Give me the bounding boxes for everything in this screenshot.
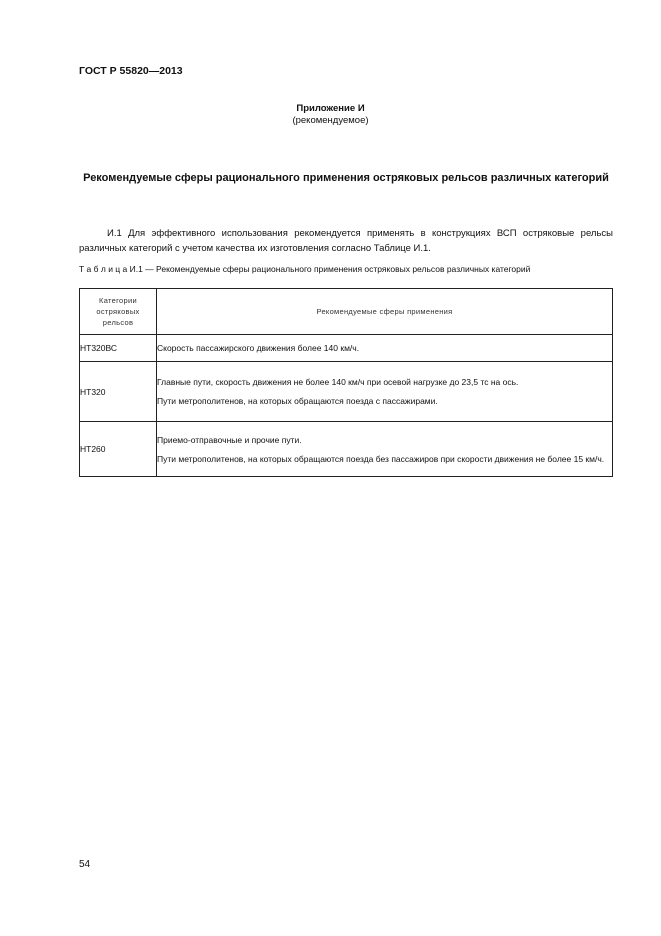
intro-paragraph: И.1 Для эффективного использования рекомендуется применять в конструкциях ВСП остряковые рельсы различных категорий с учетом качества их изготовления согласно Таблице И.1. — [79, 228, 613, 254]
description-line: Пути метрополитенов, на которых обращаются поезда с пассажирами. — [157, 396, 438, 406]
page-number: 54 — [79, 859, 91, 870]
row-category: НТ320 — [80, 362, 157, 422]
table-caption: Т а б л и ц а И.1 — Рекомендуемые сферы рационального применения остряковых рельсов различных категорий — [79, 264, 531, 274]
description-line: Приемо-отправочные и прочие пути. — [157, 434, 302, 445]
applications-table — [79, 288, 613, 477]
header-category: Категории остряковых рельсов — [80, 289, 157, 335]
table-header-row — [80, 289, 613, 335]
appendix-subtitle: (рекомендуемое) — [292, 115, 369, 126]
table-row — [80, 362, 613, 422]
appendix-block — [0, 103, 661, 127]
row-category: НТ260 — [80, 422, 157, 477]
row-description — [157, 362, 613, 422]
description-line: Главные пути, скорость движения не более 140 км/ч при осевой нагрузке до 23,5 тс на ось. — [157, 377, 519, 387]
row-category: НТ320ВС — [80, 335, 157, 362]
table-row — [80, 335, 613, 362]
header-application: Рекомендуемые сферы применения — [157, 289, 613, 335]
appendix-title: Приложение И — [296, 103, 365, 114]
row-description — [157, 422, 613, 477]
row-description — [157, 335, 613, 362]
section-heading: Рекомендуемые сферы рационального применения остряковых рельсов различных категорий — [83, 172, 609, 184]
standard-code: ГОСТ Р 55820—2013 — [79, 65, 183, 77]
table-row — [80, 422, 613, 477]
description-line: Пути метрополитенов, на которых обращаются поезда без пассажиров при скорости движения не более 15 км/ч. — [157, 453, 605, 464]
description-line: Скорость пассажирского движения более 140 км/ч. — [157, 343, 360, 353]
